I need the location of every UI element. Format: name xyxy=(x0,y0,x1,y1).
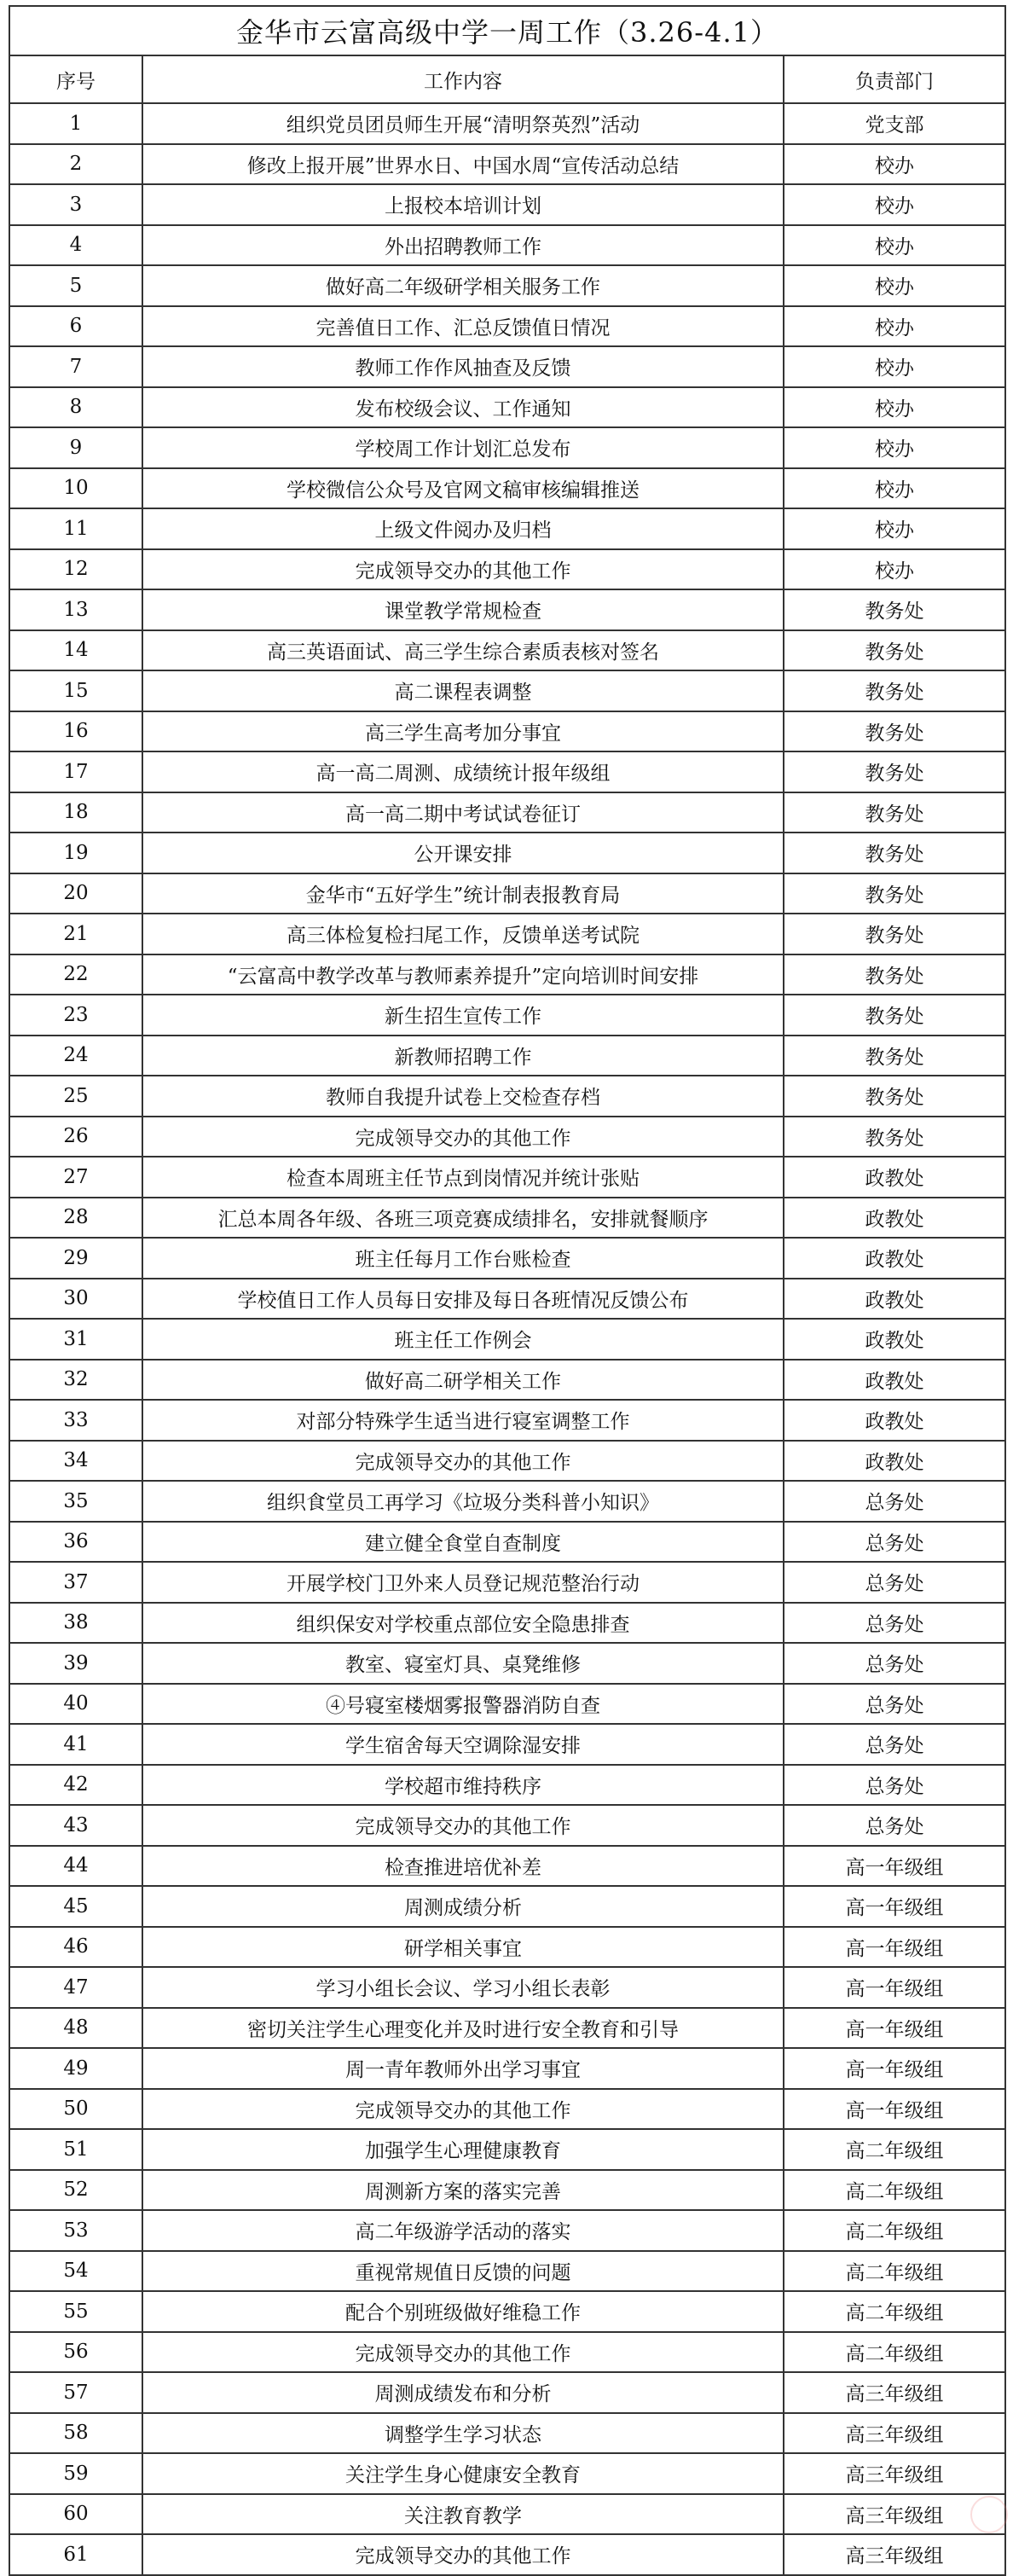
cell-department: 政教处 xyxy=(784,1400,1005,1441)
cell-number: 1 xyxy=(9,103,142,144)
cell-task: 关注学生身心健康安全教育 xyxy=(142,2453,784,2494)
cell-number: 58 xyxy=(9,2413,142,2454)
cell-task: 上级文件阅办及归档 xyxy=(142,508,784,549)
cell-department: 总务处 xyxy=(784,1805,1005,1846)
cell-task: 完成领导交办的其他工作 xyxy=(142,2534,784,2575)
cell-task: 高一高二期中考试试卷征订 xyxy=(142,792,784,833)
cell-department: 高二年级组 xyxy=(784,2210,1005,2251)
cell-task: 新生招生宣传工作 xyxy=(142,995,784,1036)
cell-task: 高二年级游学活动的落实 xyxy=(142,2210,784,2251)
cell-number: 55 xyxy=(9,2291,142,2332)
cell-department: 教务处 xyxy=(784,1117,1005,1157)
cell-task: 加强学生心理健康教育 xyxy=(142,2129,784,2170)
cell-number: 15 xyxy=(9,670,142,711)
cell-task: 完成领导交办的其他工作 xyxy=(142,549,784,590)
cell-number: 20 xyxy=(9,873,142,914)
cell-task: 研学相关事宜 xyxy=(142,1927,784,1968)
cell-number: 48 xyxy=(9,2008,142,2049)
cell-task: 检查推进培优补差 xyxy=(142,1846,784,1887)
table-row xyxy=(9,2413,1005,2454)
cell-department: 教务处 xyxy=(784,751,1005,792)
cell-task: 公开课安排 xyxy=(142,833,784,873)
cell-department: 教务处 xyxy=(784,1036,1005,1076)
table-row xyxy=(9,1319,1005,1360)
cell-number: 36 xyxy=(9,1522,142,1563)
cell-task: 学校超市维持秩序 xyxy=(142,1765,784,1806)
table-row xyxy=(9,1603,1005,1644)
cell-department: 高一年级组 xyxy=(784,2048,1005,2089)
table-row xyxy=(9,2494,1005,2535)
table-row xyxy=(9,225,1005,266)
cell-department: 政教处 xyxy=(784,1319,1005,1360)
cell-department: 高三年级组 xyxy=(784,2372,1005,2413)
cell-department: 校办 xyxy=(784,184,1005,225)
table-row xyxy=(9,1117,1005,1157)
cell-department: 教务处 xyxy=(784,914,1005,954)
table-row xyxy=(9,914,1005,954)
cell-number: 38 xyxy=(9,1603,142,1644)
table-row xyxy=(9,1481,1005,1522)
cell-task: 高三英语面试、高三学生综合素质表核对签名 xyxy=(142,630,784,671)
table-row xyxy=(9,833,1005,873)
cell-task: 汇总本周各年级、各班三项竞赛成绩排名，安排就餐顺序 xyxy=(142,1198,784,1239)
cell-task: 开展学校门卫外来人员登记规范整治行动 xyxy=(142,1562,784,1603)
cell-number: 57 xyxy=(9,2372,142,2413)
table-row xyxy=(9,2129,1005,2170)
table-row xyxy=(9,2534,1005,2575)
cell-task: 周一青年教师外出学习事宜 xyxy=(142,2048,784,2089)
cell-task: 教师自我提升试卷上交检查存档 xyxy=(142,1076,784,1117)
cell-department: 教务处 xyxy=(784,833,1005,873)
cell-department: 总务处 xyxy=(784,1643,1005,1684)
cell-number: 54 xyxy=(9,2251,142,2292)
cell-task: 教师工作作风抽查及反馈 xyxy=(142,346,784,387)
table-row xyxy=(9,2048,1005,2089)
table-title: 金华市云富高级中学一周工作（3.26-4.1） xyxy=(9,6,1005,55)
table-row xyxy=(9,1198,1005,1239)
cell-department: 高一年级组 xyxy=(784,1846,1005,1887)
cell-number: 40 xyxy=(9,1684,142,1725)
cell-number: 35 xyxy=(9,1481,142,1522)
cell-task: 高一高二周测、成绩统计报年级组 xyxy=(142,751,784,792)
cell-number: 50 xyxy=(9,2089,142,2130)
cell-number: 56 xyxy=(9,2332,142,2373)
cell-department: 总务处 xyxy=(784,1684,1005,1725)
table-row xyxy=(9,144,1005,185)
table-row xyxy=(9,1279,1005,1320)
cell-task: 组织食堂员工再学习《垃圾分类科普小知识》 xyxy=(142,1481,784,1522)
cell-number: 26 xyxy=(9,1117,142,1157)
cell-task: 外出招聘教师工作 xyxy=(142,225,784,266)
cell-department: 校办 xyxy=(784,306,1005,347)
header-row xyxy=(9,55,1005,103)
table-row xyxy=(9,2332,1005,2373)
cell-number: 23 xyxy=(9,995,142,1036)
table-row xyxy=(9,2089,1005,2130)
cell-department: 校办 xyxy=(784,265,1005,306)
table-row xyxy=(9,2210,1005,2251)
cell-number: 24 xyxy=(9,1036,142,1076)
table-row xyxy=(9,1684,1005,1725)
table-row xyxy=(9,549,1005,590)
table-row xyxy=(9,427,1005,468)
cell-number: 11 xyxy=(9,508,142,549)
cell-task: 做好高二年级研学相关服务工作 xyxy=(142,265,784,306)
cell-department: 教务处 xyxy=(784,1076,1005,1117)
cell-department: 高一年级组 xyxy=(784,2008,1005,2049)
cell-department: 校办 xyxy=(784,468,1005,509)
table-row xyxy=(9,873,1005,914)
cell-number: 16 xyxy=(9,711,142,752)
cell-task: 班主任工作例会 xyxy=(142,1319,784,1360)
cell-task: 完成领导交办的其他工作 xyxy=(142,1117,784,1157)
cell-department: 高一年级组 xyxy=(784,2089,1005,2130)
cell-number: 6 xyxy=(9,306,142,347)
cell-number: 30 xyxy=(9,1279,142,1320)
cell-number: 42 xyxy=(9,1765,142,1806)
cell-number: 21 xyxy=(9,914,142,954)
cell-number: 34 xyxy=(9,1441,142,1482)
cell-number: 53 xyxy=(9,2210,142,2251)
cell-number: 25 xyxy=(9,1076,142,1117)
cell-department: 教务处 xyxy=(784,630,1005,671)
cell-department: 高二年级组 xyxy=(784,2332,1005,2373)
table-row xyxy=(9,751,1005,792)
table-row xyxy=(9,346,1005,387)
cell-department: 高三年级组 xyxy=(784,2413,1005,2454)
table-row xyxy=(9,2453,1005,2494)
table-row xyxy=(9,387,1005,428)
cell-number: 32 xyxy=(9,1360,142,1401)
cell-department: 高一年级组 xyxy=(784,1927,1005,1968)
cell-task: 学校微信公众号及官网文稿审核编辑推送 xyxy=(142,468,784,509)
cell-number: 13 xyxy=(9,589,142,630)
cell-number: 3 xyxy=(9,184,142,225)
cell-task: 完成领导交办的其他工作 xyxy=(142,1805,784,1846)
cell-department: 高三年级组 xyxy=(784,2534,1005,2575)
cell-task: 周测成绩发布和分析 xyxy=(142,2372,784,2413)
cell-task: “云富高中教学改革与教师素养提升”定向培训时间安排 xyxy=(142,954,784,995)
cell-department: 总务处 xyxy=(784,1765,1005,1806)
cell-task: ④号寝室楼烟雾报警器消防自查 xyxy=(142,1684,784,1725)
table-row xyxy=(9,1967,1005,2008)
table-row xyxy=(9,1036,1005,1076)
column-header-department: 负责部门 xyxy=(784,55,1005,103)
table-row xyxy=(9,1400,1005,1441)
table-row xyxy=(9,1157,1005,1198)
table-row xyxy=(9,1886,1005,1927)
cell-task: 班主任每月工作台账检查 xyxy=(142,1238,784,1279)
cell-number: 60 xyxy=(9,2494,142,2535)
cell-department: 党支部 xyxy=(784,103,1005,144)
cell-department: 政教处 xyxy=(784,1157,1005,1198)
table-row xyxy=(9,508,1005,549)
cell-department: 总务处 xyxy=(784,1522,1005,1563)
column-header-number: 序号 xyxy=(9,55,142,103)
table-row xyxy=(9,1846,1005,1887)
cell-department: 校办 xyxy=(784,427,1005,468)
cell-department: 教务处 xyxy=(784,589,1005,630)
table-row xyxy=(9,1927,1005,1968)
cell-task: 上报校本培训计划 xyxy=(142,184,784,225)
watermark-logo xyxy=(970,2496,1008,2533)
cell-department: 教务处 xyxy=(784,792,1005,833)
cell-task: 金华市“五好学生”统计制表报教育局 xyxy=(142,873,784,914)
cell-task: 新教师招聘工作 xyxy=(142,1036,784,1076)
cell-number: 22 xyxy=(9,954,142,995)
cell-task: 组织党员团员师生开展“清明祭英烈”活动 xyxy=(142,103,784,144)
cell-department: 高一年级组 xyxy=(784,1967,1005,2008)
cell-task: 学生宿舍每天空调除湿安排 xyxy=(142,1724,784,1765)
cell-task: 课堂教学常规检查 xyxy=(142,589,784,630)
cell-department: 政教处 xyxy=(784,1360,1005,1401)
cell-department: 教务处 xyxy=(784,670,1005,711)
table-row xyxy=(9,103,1005,144)
table-row xyxy=(9,630,1005,671)
cell-department: 校办 xyxy=(784,225,1005,266)
cell-number: 27 xyxy=(9,1157,142,1198)
cell-task: 高三学生高考加分事宜 xyxy=(142,711,784,752)
cell-number: 49 xyxy=(9,2048,142,2089)
cell-department: 总务处 xyxy=(784,1724,1005,1765)
cell-task: 密切关注学生心理变化并及时进行安全教育和引导 xyxy=(142,2008,784,2049)
table-row xyxy=(9,1643,1005,1684)
cell-number: 29 xyxy=(9,1238,142,1279)
cell-department: 总务处 xyxy=(784,1562,1005,1603)
cell-task: 完成领导交办的其他工作 xyxy=(142,1441,784,1482)
cell-number: 52 xyxy=(9,2170,142,2211)
cell-number: 9 xyxy=(9,427,142,468)
cell-number: 43 xyxy=(9,1805,142,1846)
cell-task: 检查本周班主任节点到岗情况并统计张贴 xyxy=(142,1157,784,1198)
cell-department: 校办 xyxy=(784,346,1005,387)
cell-number: 28 xyxy=(9,1198,142,1239)
cell-task: 完成领导交办的其他工作 xyxy=(142,2332,784,2373)
cell-number: 46 xyxy=(9,1927,142,1968)
cell-department: 政教处 xyxy=(784,1238,1005,1279)
table-row xyxy=(9,1076,1005,1117)
cell-task: 教室、寝室灯具、桌凳维修 xyxy=(142,1643,784,1684)
cell-task: 关注教育教学 xyxy=(142,2494,784,2535)
table-row xyxy=(9,1562,1005,1603)
cell-number: 31 xyxy=(9,1319,142,1360)
cell-number: 2 xyxy=(9,144,142,185)
cell-department: 教务处 xyxy=(784,873,1005,914)
cell-department: 教务处 xyxy=(784,954,1005,995)
table-row xyxy=(9,2372,1005,2413)
cell-task: 发布校级会议、工作通知 xyxy=(142,387,784,428)
table-row xyxy=(9,1805,1005,1846)
cell-task: 高三体检复检扫尾工作，反馈单送考试院 xyxy=(142,914,784,954)
table-row xyxy=(9,1522,1005,1563)
cell-task: 修改上报开展”世界水日、中国水周“宣传活动总结 xyxy=(142,144,784,185)
cell-department: 校办 xyxy=(784,549,1005,590)
table-row xyxy=(9,995,1005,1036)
table-row xyxy=(9,1765,1005,1806)
table-row xyxy=(9,2291,1005,2332)
column-header-task: 工作内容 xyxy=(142,55,784,103)
cell-task: 高二课程表调整 xyxy=(142,670,784,711)
cell-number: 39 xyxy=(9,1643,142,1684)
cell-number: 45 xyxy=(9,1886,142,1927)
cell-task: 对部分特殊学生适当进行寝室调整工作 xyxy=(142,1400,784,1441)
cell-task: 学习小组长会议、学习小组长表彰 xyxy=(142,1967,784,2008)
cell-task: 组织保安对学校重点部位安全隐患排查 xyxy=(142,1603,784,1644)
cell-task: 完成领导交办的其他工作 xyxy=(142,2089,784,2130)
cell-number: 33 xyxy=(9,1400,142,1441)
cell-task: 完善值日工作、汇总反馈值日情况 xyxy=(142,306,784,347)
cell-number: 12 xyxy=(9,549,142,590)
cell-department: 政教处 xyxy=(784,1279,1005,1320)
table-row xyxy=(9,1441,1005,1482)
cell-department: 高一年级组 xyxy=(784,1886,1005,1927)
title-row xyxy=(9,6,1005,55)
table-row xyxy=(9,792,1005,833)
cell-number: 47 xyxy=(9,1967,142,2008)
table-row xyxy=(9,2008,1005,2049)
table-row xyxy=(9,468,1005,509)
cell-number: 7 xyxy=(9,346,142,387)
cell-department: 总务处 xyxy=(784,1603,1005,1644)
cell-number: 37 xyxy=(9,1562,142,1603)
cell-number: 59 xyxy=(9,2453,142,2494)
cell-task: 周测成绩分析 xyxy=(142,1886,784,1927)
cell-task: 建立健全食堂自查制度 xyxy=(142,1522,784,1563)
cell-department: 校办 xyxy=(784,144,1005,185)
table-row xyxy=(9,1238,1005,1279)
cell-department: 政教处 xyxy=(784,1441,1005,1482)
cell-number: 4 xyxy=(9,225,142,266)
cell-department: 校办 xyxy=(784,508,1005,549)
table-row xyxy=(9,670,1005,711)
cell-number: 18 xyxy=(9,792,142,833)
cell-task: 做好高二研学相关工作 xyxy=(142,1360,784,1401)
cell-task: 学校值日工作人员每日安排及每日各班情况反馈公布 xyxy=(142,1279,784,1320)
weekly-work-table xyxy=(9,5,1006,2576)
cell-department: 教务处 xyxy=(784,995,1005,1036)
cell-number: 17 xyxy=(9,751,142,792)
table-row xyxy=(9,1724,1005,1765)
cell-department: 政教处 xyxy=(784,1198,1005,1239)
cell-department: 高二年级组 xyxy=(784,2129,1005,2170)
table-row xyxy=(9,954,1005,995)
cell-number: 8 xyxy=(9,387,142,428)
cell-department: 高二年级组 xyxy=(784,2251,1005,2292)
table-row xyxy=(9,711,1005,752)
cell-number: 51 xyxy=(9,2129,142,2170)
cell-task: 配合个别班级做好维稳工作 xyxy=(142,2291,784,2332)
cell-department: 高二年级组 xyxy=(784,2170,1005,2211)
cell-department: 校办 xyxy=(784,387,1005,428)
cell-department: 高三年级组 xyxy=(784,2494,1005,2535)
cell-number: 5 xyxy=(9,265,142,306)
cell-task: 重视常规值日反馈的问题 xyxy=(142,2251,784,2292)
cell-department: 高三年级组 xyxy=(784,2453,1005,2494)
table-row xyxy=(9,1360,1005,1401)
cell-number: 19 xyxy=(9,833,142,873)
cell-number: 10 xyxy=(9,468,142,509)
cell-department: 高二年级组 xyxy=(784,2291,1005,2332)
cell-department: 总务处 xyxy=(784,1481,1005,1522)
cell-task: 周测新方案的落实完善 xyxy=(142,2170,784,2211)
table-row xyxy=(9,2251,1005,2292)
table-row xyxy=(9,184,1005,225)
cell-number: 14 xyxy=(9,630,142,671)
cell-task: 学校周工作计划汇总发布 xyxy=(142,427,784,468)
table-row xyxy=(9,306,1005,347)
table-row xyxy=(9,2170,1005,2211)
cell-number: 44 xyxy=(9,1846,142,1887)
cell-number: 41 xyxy=(9,1724,142,1765)
table-row xyxy=(9,589,1005,630)
cell-department: 教务处 xyxy=(784,711,1005,752)
cell-number: 61 xyxy=(9,2534,142,2575)
table-row xyxy=(9,265,1005,306)
cell-task: 调整学生学习状态 xyxy=(142,2413,784,2454)
